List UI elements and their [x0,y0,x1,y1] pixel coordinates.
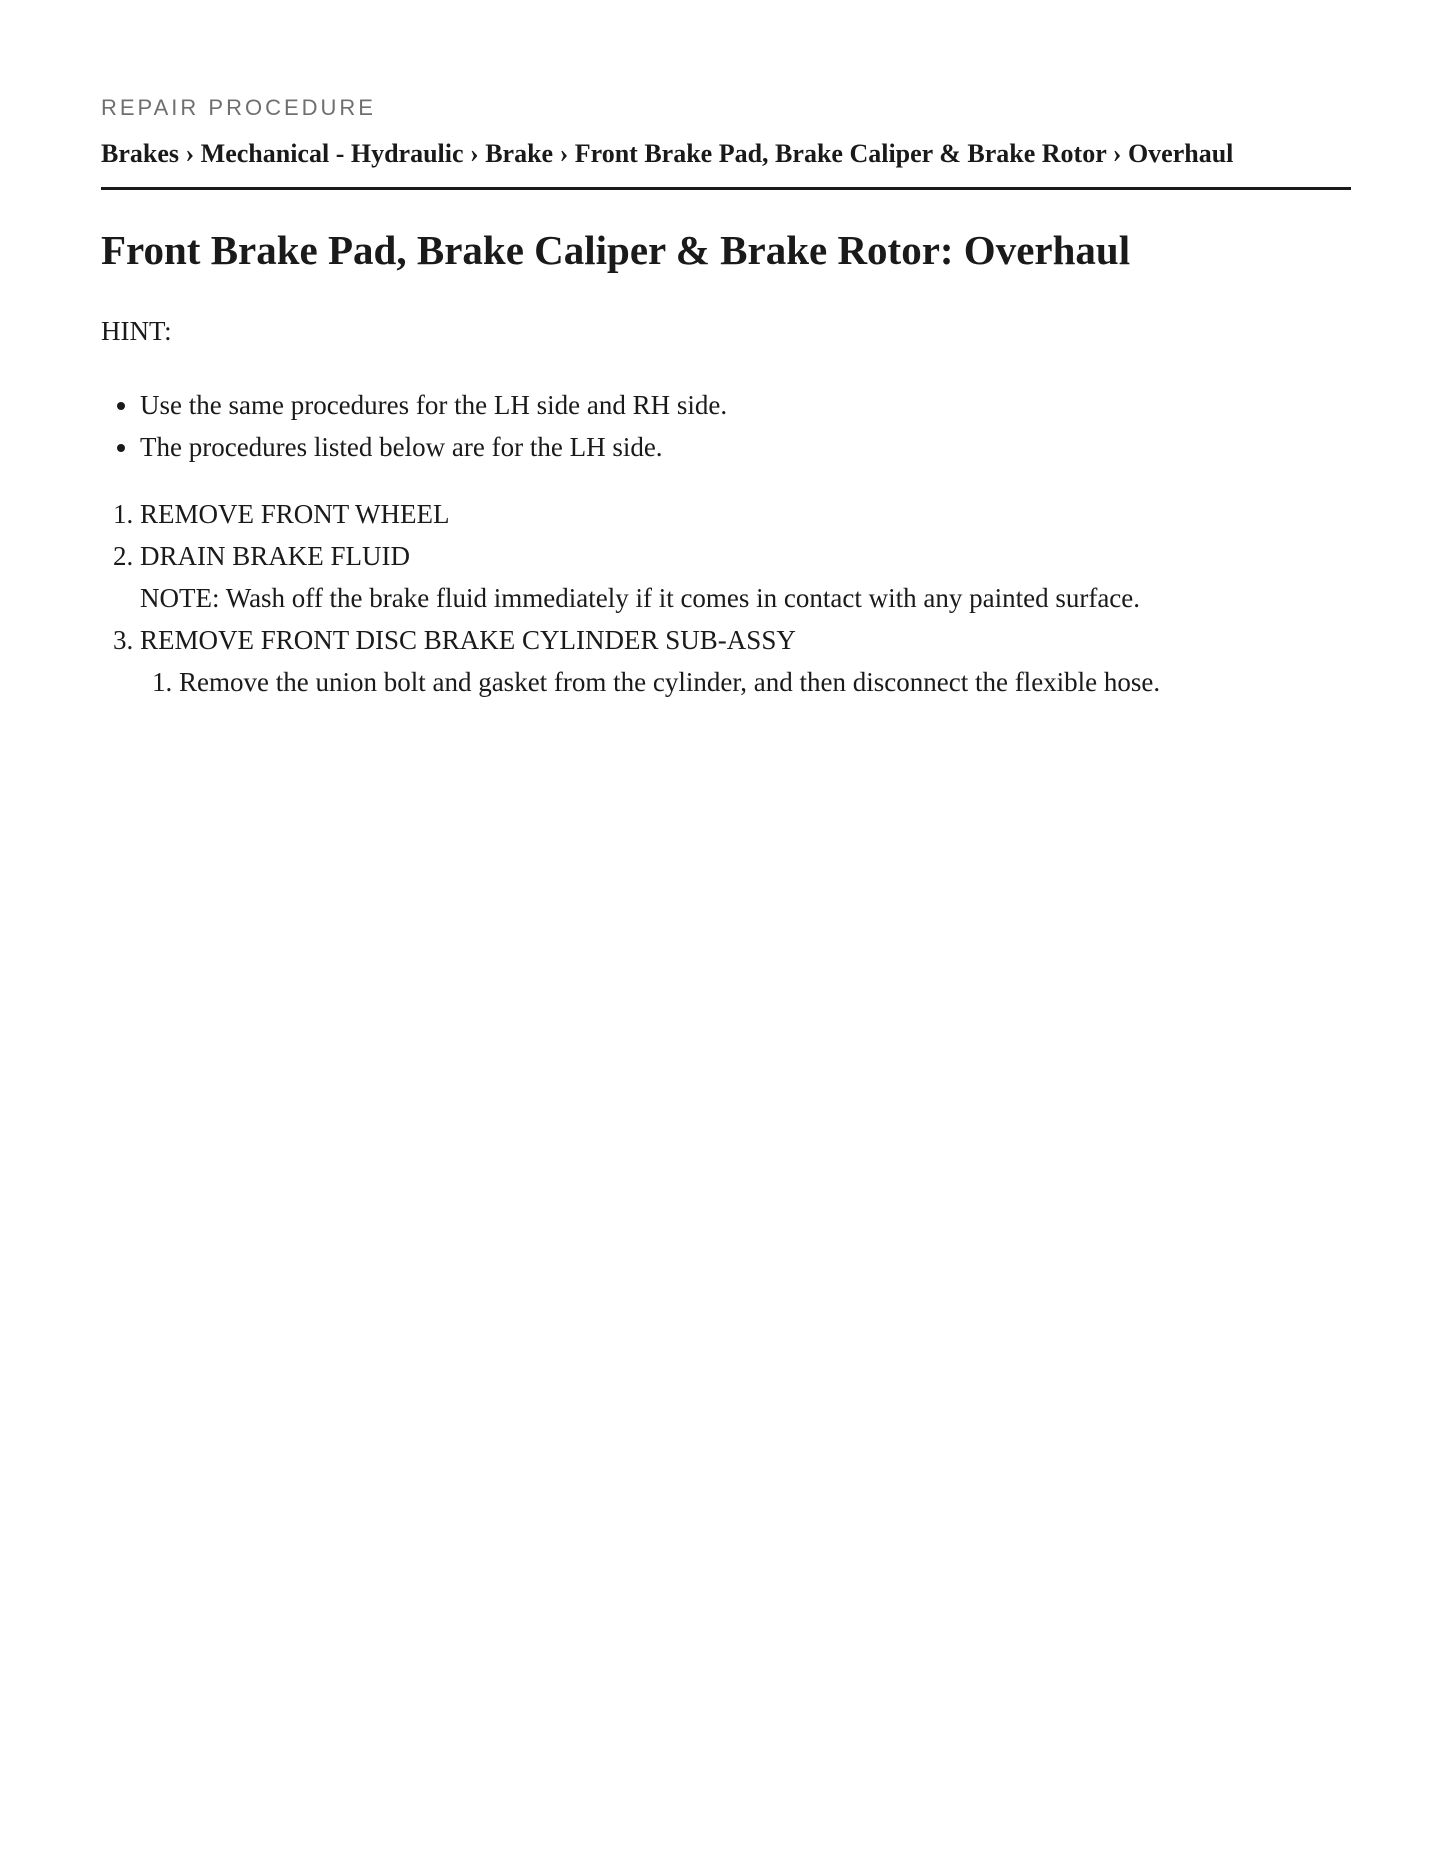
breadcrumb-separator: › [185,139,201,168]
hint-list [101,384,727,468]
breadcrumb-separator: › [559,139,575,168]
page-title: Front Brake Pad, Brake Caliper & Brake Rotor: Overhaul [101,227,1131,273]
step-item [140,535,1160,619]
breadcrumb-item-brakes[interactable]: Brakes [101,139,179,168]
substep-list [140,661,1160,703]
step-text: REMOVE FRONT DISC BRAKE CYLINDER SUB-ASSY [140,625,796,655]
step-item [140,493,1160,535]
section-eyebrow: REPAIR PROCEDURE [101,95,376,120]
step-text: REMOVE FRONT WHEEL [140,499,450,529]
step-text: DRAIN BRAKE FLUID [140,541,410,571]
step-item [140,619,1160,703]
substep-item: 1. Remove the union bolt and gasket from the cylinder, and then disconnect the flexible hose. [179,661,1160,703]
header-divider [101,187,1351,190]
breadcrumb-separator: › [1112,139,1128,168]
hint-item: • Use the same procedures for the LH side and RH side. [140,384,727,426]
hint-label: HINT: [101,316,172,346]
procedure-steps [101,493,1160,703]
breadcrumb-item-brake[interactable]: Brake [485,139,554,168]
breadcrumb-item-front-brake-pad[interactable]: Front Brake Pad, Brake Caliper & Brake Rotor [574,139,1107,168]
hint-item: • The procedures listed below are for the LH side. [140,426,727,468]
breadcrumb-separator: › [470,139,486,168]
breadcrumb [101,138,1233,170]
step-note: NOTE: Wash off the brake fluid immediately if it comes in contact with any painted surface. [140,583,1141,613]
breadcrumb-item-mechanical-hydraulic[interactable]: Mechanical - Hydraulic [200,139,464,168]
breadcrumb-item-overhaul: Overhaul [1127,139,1234,168]
